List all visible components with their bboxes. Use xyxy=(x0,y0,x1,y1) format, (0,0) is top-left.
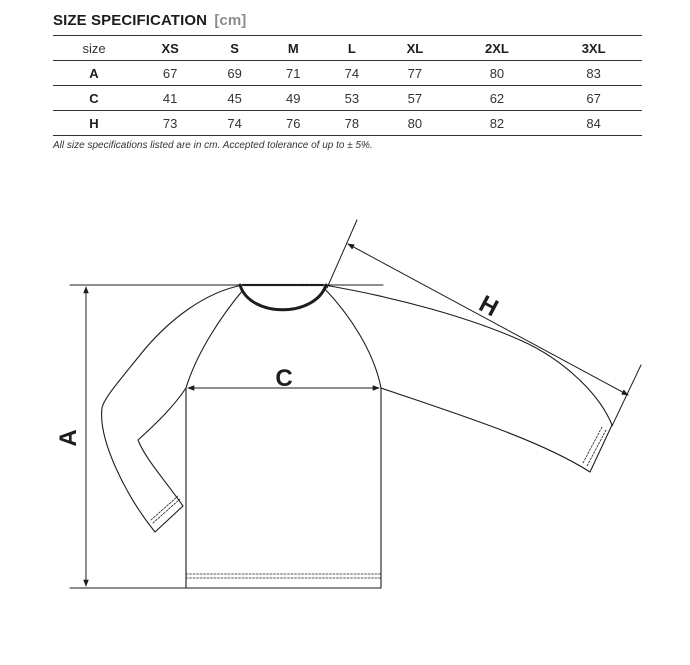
left-sleeve xyxy=(102,285,243,532)
table-cell: 82 xyxy=(489,115,505,131)
dimension-label-h: H xyxy=(474,290,503,323)
size-header: L xyxy=(347,40,356,56)
table-cell: 73 xyxy=(162,115,178,131)
size-header: S xyxy=(230,40,239,56)
size-header: XS xyxy=(161,40,179,56)
dimension-label-c: C xyxy=(275,365,293,392)
tolerance-note: All size specifications listed are in cm. Accepted tolerance of up to ± 5%. xyxy=(53,140,373,151)
title-unit: [cm] xyxy=(214,12,247,29)
title-text: SIZE SPECIFICATION xyxy=(53,12,208,29)
dimension-h-start-tick xyxy=(327,220,357,288)
table-cell: 74 xyxy=(227,115,242,131)
table-cell: 62 xyxy=(489,90,505,106)
size-header: 3XL xyxy=(581,40,606,56)
dimension-label-a: A xyxy=(55,429,82,447)
dimension-lines xyxy=(70,220,641,588)
table-cell: 84 xyxy=(586,115,601,131)
right-cuff-stitch xyxy=(583,427,606,466)
table-cell: 57 xyxy=(407,90,423,106)
table-cell: 67 xyxy=(586,90,601,106)
collar xyxy=(240,285,326,310)
table-cell: 80 xyxy=(407,115,423,131)
table-cell: 53 xyxy=(344,90,360,106)
table-cell: 80 xyxy=(489,65,505,81)
table-cell: 45 xyxy=(227,90,242,106)
size-header: XL xyxy=(406,40,424,56)
table-cell: 83 xyxy=(586,65,601,81)
size-header-label: size xyxy=(82,40,106,56)
table-cell: 67 xyxy=(162,65,178,81)
raglan-seam-right xyxy=(324,288,381,388)
row-label: H xyxy=(89,115,99,131)
table-cell: 74 xyxy=(344,65,360,81)
row-label: C xyxy=(89,90,99,106)
shirt-body xyxy=(186,388,381,588)
table-cell: 71 xyxy=(286,65,301,81)
table-cell: 78 xyxy=(344,115,360,131)
table-cell: 49 xyxy=(286,90,301,106)
table-cell: 76 xyxy=(286,115,301,131)
right-sleeve xyxy=(324,285,612,472)
size-header: M xyxy=(287,40,299,56)
shirt-outline xyxy=(102,285,612,588)
table-cell: 41 xyxy=(162,90,178,106)
table-cell: 77 xyxy=(407,65,423,81)
left-cuff-stitch xyxy=(151,496,180,523)
row-label: A xyxy=(89,65,99,81)
shirt-hem xyxy=(186,574,381,578)
dimension-h-end-tick xyxy=(612,365,641,426)
size-header: 2XL xyxy=(485,40,509,56)
table-cell: 69 xyxy=(227,65,242,81)
